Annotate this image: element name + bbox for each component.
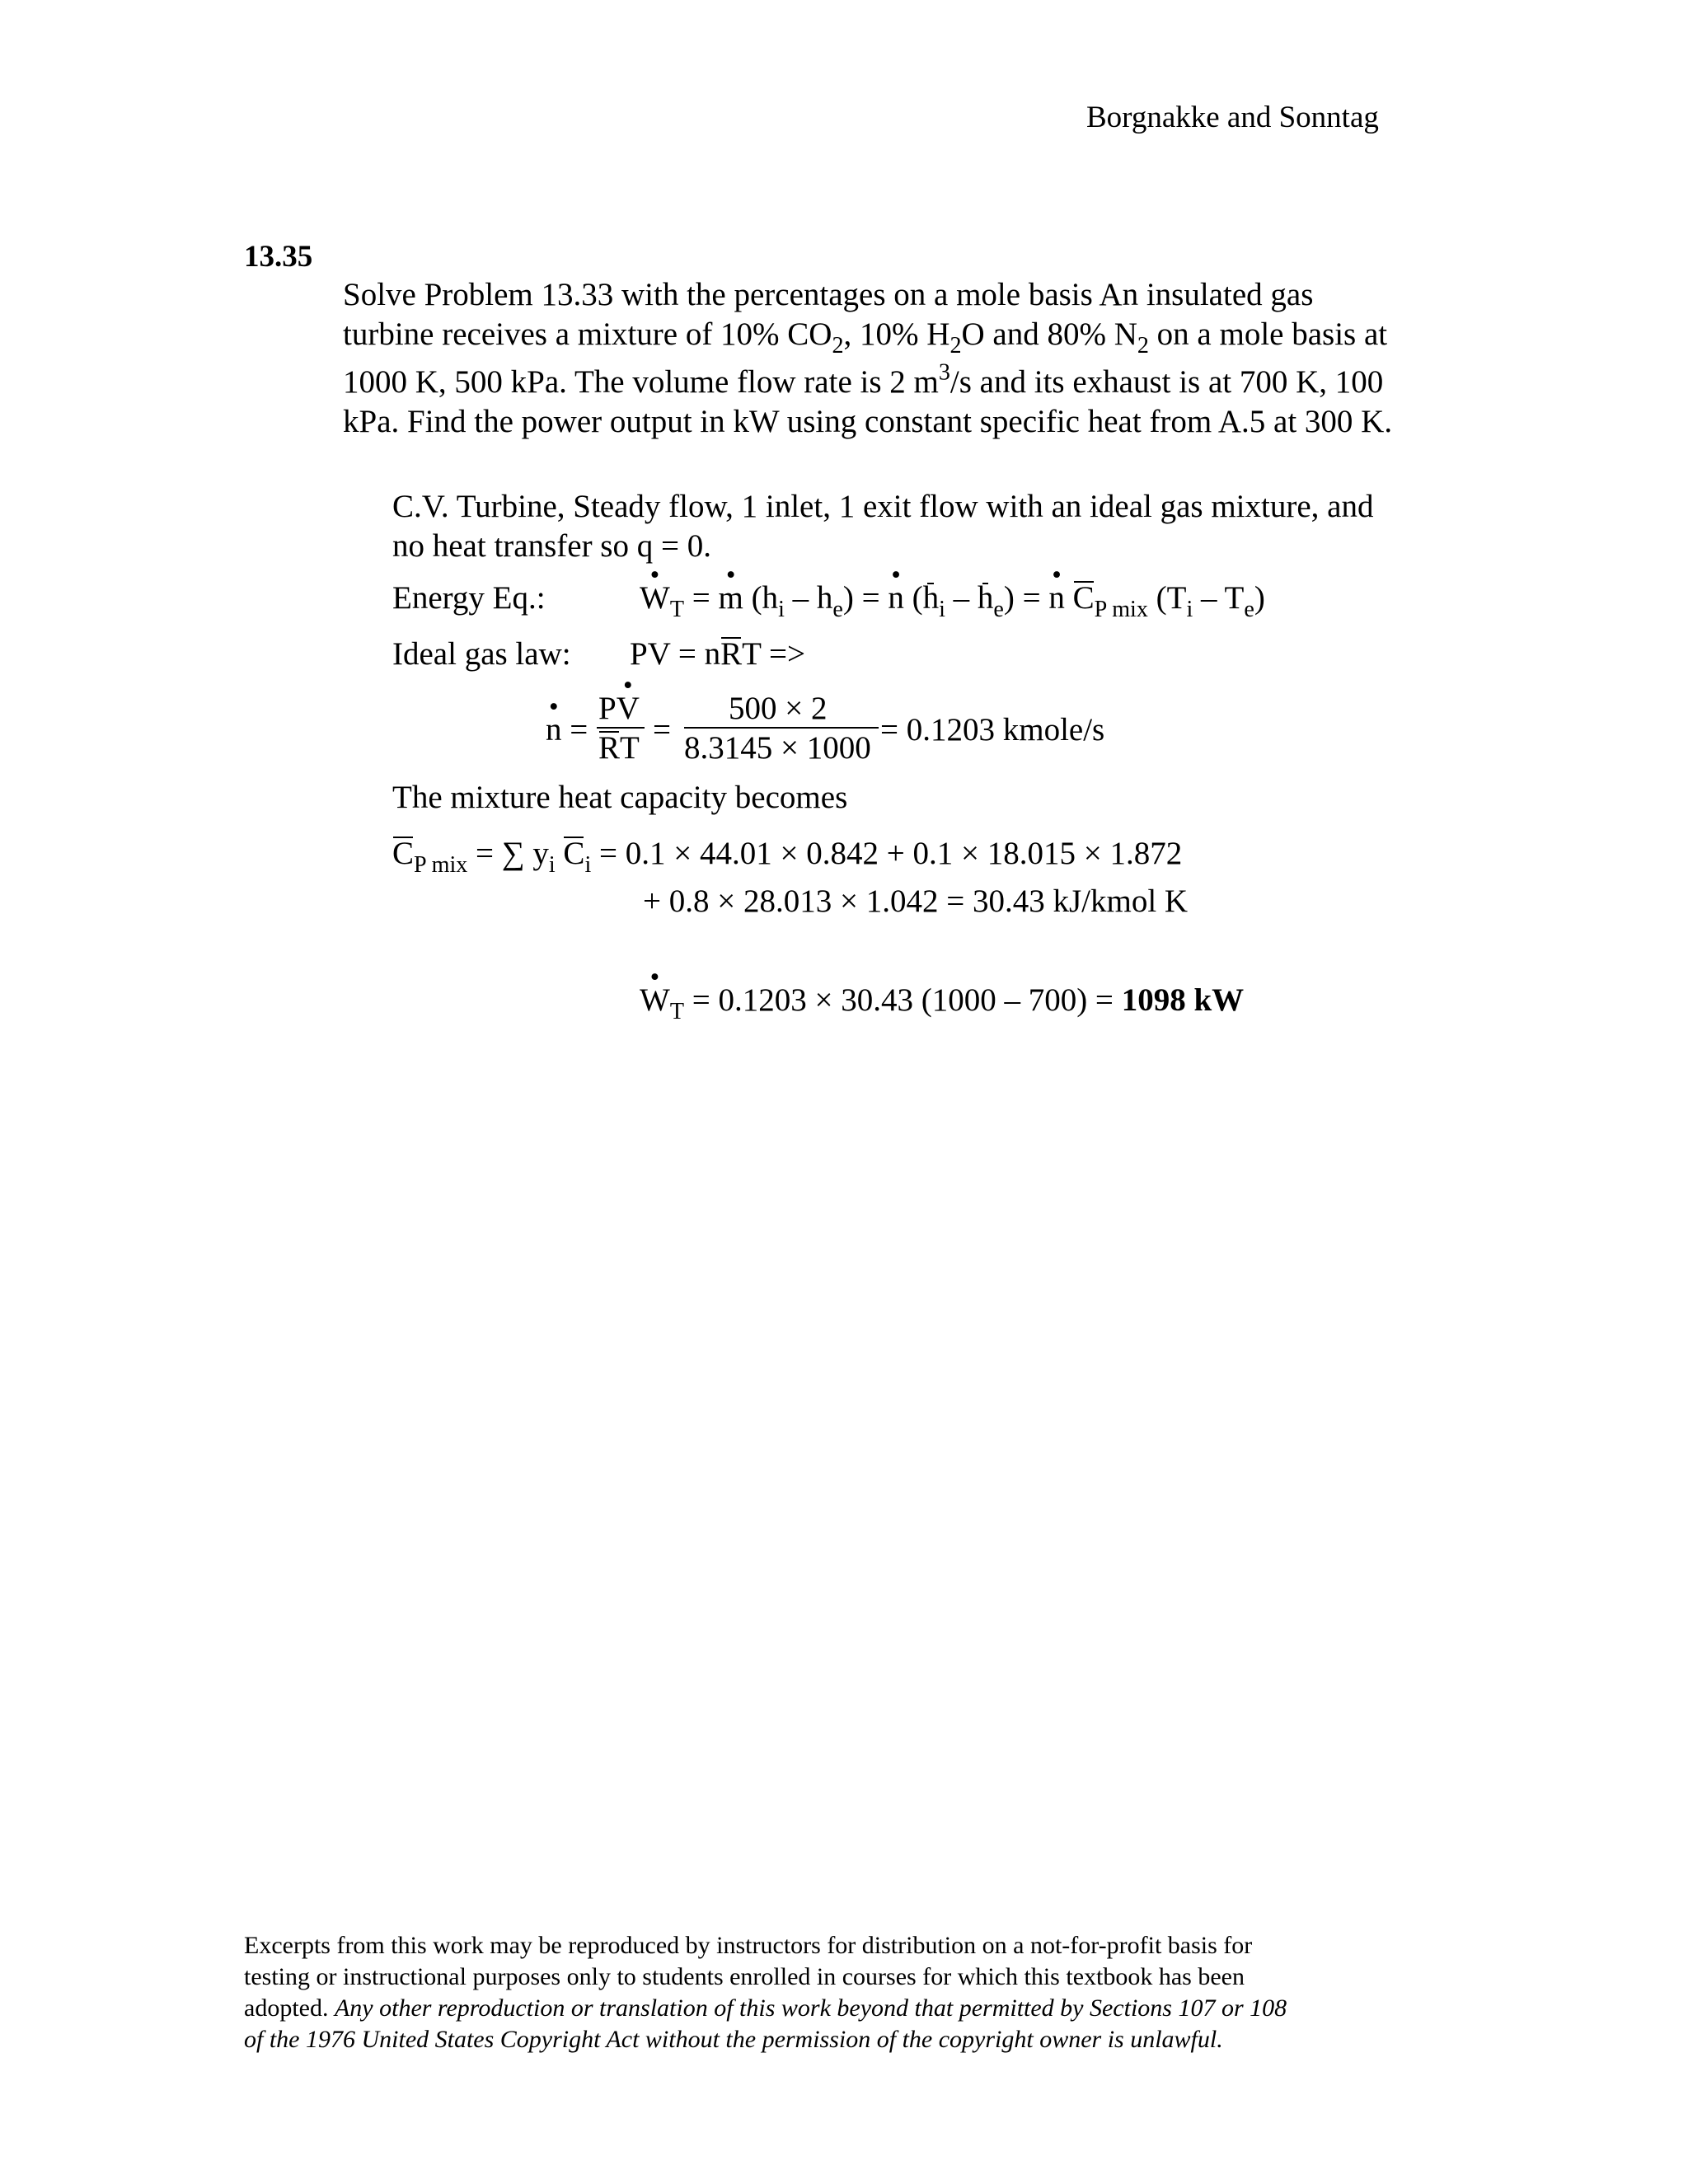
ndot-denominator: RT [598, 729, 640, 768]
footer-line-2: testing or instructional purposes only to students enrolled in courses for which this textbook has been [244, 1963, 1245, 1990]
footer-line-3: adopted. Any other reproduction or translation of this work beyond that permitted by Sections 107 or 108 [244, 1994, 1287, 2022]
ndot-lhs: • n = [546, 710, 588, 750]
cp-mix-equation: $C_{P mix}$ = ∑ $y_i$ $C_i = 0.1 \times 44.01 \times 0.842 + 0.1 \times 18.015 \times 1.872$ [392, 836, 1183, 878]
ndot-numerator: P• V [598, 689, 640, 729]
statement-line-3: 1000 K, 500 kPa. The volume flow rate is 2 $m^3/s$ and its exhaust is at 700 K, 100 [343, 359, 1384, 400]
energy-equation: • $W_T$ = • m $(h_i - h_e)$ = • n $(h_i - h_e)$ = • n $C_{P mix}$ $(T_i - T_e)$ [640, 579, 1265, 618]
cv-line-2: no heat transfer so q = 0. [392, 528, 711, 564]
footer-line-1: Excerpts from this work may be reproduced by instructors for distribution on a not-for-profit basis for [244, 1932, 1253, 1959]
power-result: 1098 kW [1121, 982, 1245, 1018]
ndot-numerator-value: 500 × 2 [729, 691, 828, 726]
ideal-gas-label: Ideal gas law: [392, 636, 571, 672]
ideal-gas-equation: PV = nRT => [630, 635, 805, 674]
ndot-denominator-value: 8.3145 × 1000 [684, 730, 871, 766]
ndot-result: = 0.1203 kmole/s [880, 712, 1105, 748]
ndot-equals: = [653, 712, 671, 748]
energy-label: Energy Eq.: [392, 580, 546, 616]
footer-line-4: of the 1976 United States Copyright Act without the permission of the copyright owner is unlawful. [244, 2026, 1223, 2053]
problem-number: 13.35 [244, 240, 313, 274]
cv-line-1: C.V. Turbine, Steady flow, 1 inlet, 1 exit flow with an ideal gas mixture, and [392, 489, 1374, 524]
cp-mix-equation-line-2: + 0.8 × 28.013 × 1.042 = 30.43 kJ/kmol K [643, 883, 1189, 919]
statement-line-4: kPa. Find the power output in kW using constant specific heat from A.5 at 300 K. [343, 404, 1393, 439]
statement-line-2: turbine receives a mixture of 10% $CO_2$, 10% $H_2O$ and 80% $N_2$ on a mole basis at [343, 316, 1388, 359]
power-equation: • $W_T = 0.1203 \times 30.43$ (1000 – 700) = 1098 kW [640, 981, 1244, 1020]
header-authors: Borgnakke and Sonntag [1086, 101, 1379, 134]
statement-line-1: Solve Problem 13.33 with the percentages on a mole basis An insulated gas [343, 277, 1314, 312]
mixture-heat-capacity-text: The mixture heat capacity becomes [392, 780, 848, 815]
